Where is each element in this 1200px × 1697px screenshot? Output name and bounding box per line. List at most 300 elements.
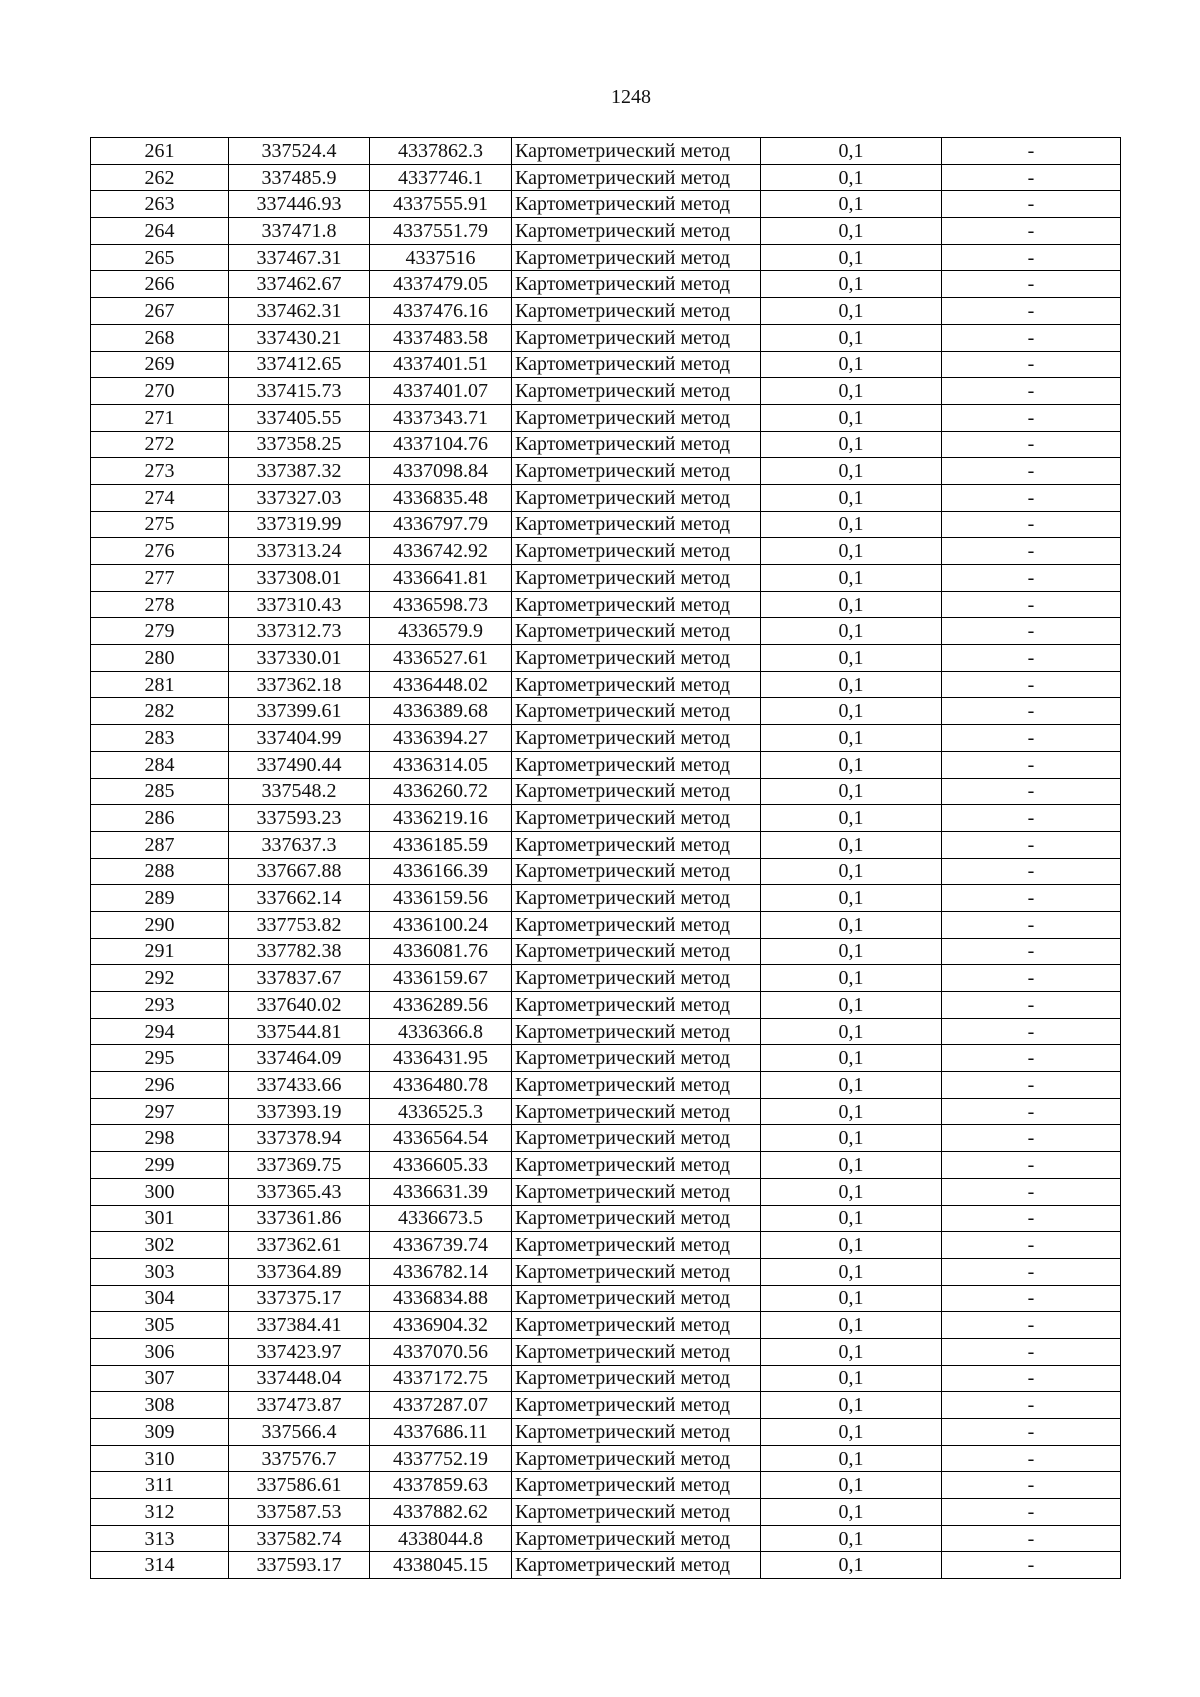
- y-coordinate-cell: 4336166.39: [370, 858, 512, 885]
- note-cell: -: [942, 885, 1121, 912]
- method-cell: Картометрический метод: [512, 698, 761, 725]
- method-cell: Картометрический метод: [512, 938, 761, 965]
- table-row: [91, 1445, 1121, 1472]
- method-cell: Картометрический метод: [512, 191, 761, 218]
- y-coordinate-cell: 4336366.8: [370, 1018, 512, 1045]
- note-cell: -: [942, 1285, 1121, 1312]
- table-row: [91, 378, 1121, 405]
- point-number-cell: 262: [91, 164, 229, 191]
- accuracy-cell: 0,1: [761, 244, 942, 271]
- method-cell: Картометрический метод: [512, 1152, 761, 1179]
- table-row: [91, 992, 1121, 1019]
- note-cell: -: [942, 805, 1121, 832]
- note-cell: -: [942, 1365, 1121, 1392]
- note-cell: -: [942, 1552, 1121, 1579]
- note-cell: -: [942, 298, 1121, 325]
- note-cell: -: [942, 591, 1121, 618]
- x-coordinate-cell: 337330.01: [229, 645, 370, 672]
- point-number-cell: 287: [91, 831, 229, 858]
- table-row: [91, 458, 1121, 485]
- y-coordinate-cell: 4336431.95: [370, 1045, 512, 1072]
- table-row: [91, 324, 1121, 351]
- note-cell: -: [942, 938, 1121, 965]
- table-row: [91, 885, 1121, 912]
- table-row: [91, 1072, 1121, 1099]
- note-cell: -: [942, 164, 1121, 191]
- note-cell: -: [942, 1499, 1121, 1526]
- x-coordinate-cell: 337582.74: [229, 1525, 370, 1552]
- method-cell: Картометрический метод: [512, 1178, 761, 1205]
- point-number-cell: 310: [91, 1445, 229, 1472]
- x-coordinate-cell: 337464.09: [229, 1045, 370, 1072]
- point-number-cell: 280: [91, 645, 229, 672]
- point-number-cell: 278: [91, 591, 229, 618]
- method-cell: Картометрический метод: [512, 618, 761, 645]
- point-number-cell: 294: [91, 1018, 229, 1045]
- accuracy-cell: 0,1: [761, 324, 942, 351]
- accuracy-cell: 0,1: [761, 992, 942, 1019]
- point-number-cell: 300: [91, 1178, 229, 1205]
- y-coordinate-cell: 4336598.73: [370, 591, 512, 618]
- y-coordinate-cell: 4338045.15: [370, 1552, 512, 1579]
- y-coordinate-cell: 4336742.92: [370, 538, 512, 565]
- y-coordinate-cell: 4336081.76: [370, 938, 512, 965]
- method-cell: Картометрический метод: [512, 1045, 761, 1072]
- y-coordinate-cell: 4336185.59: [370, 831, 512, 858]
- point-number-cell: 274: [91, 484, 229, 511]
- point-number-cell: 299: [91, 1152, 229, 1179]
- accuracy-cell: 0,1: [761, 645, 942, 672]
- y-coordinate-cell: 4337098.84: [370, 458, 512, 485]
- method-cell: Картометрический метод: [512, 805, 761, 832]
- table-row: [91, 618, 1121, 645]
- method-cell: Картометрический метод: [512, 351, 761, 378]
- note-cell: -: [942, 1392, 1121, 1419]
- y-coordinate-cell: 4336219.16: [370, 805, 512, 832]
- y-coordinate-cell: 4337343.71: [370, 404, 512, 431]
- x-coordinate-cell: 337412.65: [229, 351, 370, 378]
- x-coordinate-cell: 337327.03: [229, 484, 370, 511]
- point-number-cell: 275: [91, 511, 229, 538]
- point-number-cell: 302: [91, 1232, 229, 1259]
- table-row: [91, 298, 1121, 325]
- point-number-cell: 281: [91, 671, 229, 698]
- y-coordinate-cell: 4336289.56: [370, 992, 512, 1019]
- accuracy-cell: 0,1: [761, 1552, 942, 1579]
- table-row: [91, 1125, 1121, 1152]
- x-coordinate-cell: 337837.67: [229, 965, 370, 992]
- x-coordinate-cell: 337430.21: [229, 324, 370, 351]
- table-row: [91, 1258, 1121, 1285]
- x-coordinate-cell: 337310.43: [229, 591, 370, 618]
- y-coordinate-cell: 4336480.78: [370, 1072, 512, 1099]
- y-coordinate-cell: 4337862.3: [370, 138, 512, 165]
- note-cell: -: [942, 911, 1121, 938]
- point-number-cell: 261: [91, 138, 229, 165]
- accuracy-cell: 0,1: [761, 1392, 942, 1419]
- method-cell: Картометрический метод: [512, 1338, 761, 1365]
- point-number-cell: 290: [91, 911, 229, 938]
- table-row: [91, 1285, 1121, 1312]
- method-cell: Картометрический метод: [512, 298, 761, 325]
- x-coordinate-cell: 337667.88: [229, 858, 370, 885]
- table-row: [91, 138, 1121, 165]
- table-row: [91, 1178, 1121, 1205]
- note-cell: -: [942, 645, 1121, 672]
- x-coordinate-cell: 337524.4: [229, 138, 370, 165]
- point-number-cell: 279: [91, 618, 229, 645]
- note-cell: -: [942, 484, 1121, 511]
- accuracy-cell: 0,1: [761, 698, 942, 725]
- accuracy-cell: 0,1: [761, 751, 942, 778]
- accuracy-cell: 0,1: [761, 378, 942, 405]
- method-cell: Картометрический метод: [512, 1525, 761, 1552]
- x-coordinate-cell: 337308.01: [229, 565, 370, 592]
- note-cell: -: [942, 1125, 1121, 1152]
- note-cell: -: [942, 1445, 1121, 1472]
- accuracy-cell: 0,1: [761, 911, 942, 938]
- table-row: [91, 1365, 1121, 1392]
- x-coordinate-cell: 337566.4: [229, 1419, 370, 1446]
- y-coordinate-cell: 4337752.19: [370, 1445, 512, 1472]
- y-coordinate-cell: 4336260.72: [370, 778, 512, 805]
- note-cell: -: [942, 1472, 1121, 1499]
- accuracy-cell: 0,1: [761, 1445, 942, 1472]
- x-coordinate-cell: 337640.02: [229, 992, 370, 1019]
- x-coordinate-cell: 337485.9: [229, 164, 370, 191]
- y-coordinate-cell: 4336641.81: [370, 565, 512, 592]
- y-coordinate-cell: 4336159.56: [370, 885, 512, 912]
- y-coordinate-cell: 4337287.07: [370, 1392, 512, 1419]
- y-coordinate-cell: 4337686.11: [370, 1419, 512, 1446]
- note-cell: -: [942, 1312, 1121, 1339]
- x-coordinate-cell: 337378.94: [229, 1125, 370, 1152]
- method-cell: Картометрический метод: [512, 591, 761, 618]
- x-coordinate-cell: 337587.53: [229, 1499, 370, 1526]
- note-cell: -: [942, 511, 1121, 538]
- accuracy-cell: 0,1: [761, 778, 942, 805]
- y-coordinate-cell: 4337070.56: [370, 1338, 512, 1365]
- note-cell: -: [942, 538, 1121, 565]
- x-coordinate-cell: 337358.25: [229, 431, 370, 458]
- x-coordinate-cell: 337405.55: [229, 404, 370, 431]
- method-cell: Картометрический метод: [512, 1018, 761, 1045]
- note-cell: -: [942, 271, 1121, 298]
- method-cell: Картометрический метод: [512, 164, 761, 191]
- x-coordinate-cell: 337319.99: [229, 511, 370, 538]
- accuracy-cell: 0,1: [761, 458, 942, 485]
- note-cell: -: [942, 1018, 1121, 1045]
- x-coordinate-cell: 337312.73: [229, 618, 370, 645]
- method-cell: Картометрический метод: [512, 1072, 761, 1099]
- page-number: 1248: [611, 86, 651, 108]
- x-coordinate-cell: 337471.8: [229, 218, 370, 245]
- y-coordinate-cell: 4337746.1: [370, 164, 512, 191]
- point-number-cell: 309: [91, 1419, 229, 1446]
- point-number-cell: 284: [91, 751, 229, 778]
- table-row: [91, 591, 1121, 618]
- y-coordinate-cell: 4336782.14: [370, 1258, 512, 1285]
- point-number-cell: 286: [91, 805, 229, 832]
- accuracy-cell: 0,1: [761, 1125, 942, 1152]
- point-number-cell: 264: [91, 218, 229, 245]
- y-coordinate-cell: 4336100.24: [370, 911, 512, 938]
- method-cell: Картометрический метод: [512, 431, 761, 458]
- table-row: [91, 805, 1121, 832]
- note-cell: -: [942, 1338, 1121, 1365]
- accuracy-cell: 0,1: [761, 1338, 942, 1365]
- point-number-cell: 296: [91, 1072, 229, 1099]
- table-row: [91, 778, 1121, 805]
- table-row: [91, 911, 1121, 938]
- point-number-cell: 267: [91, 298, 229, 325]
- method-cell: Картометрический метод: [512, 965, 761, 992]
- y-coordinate-cell: 4336605.33: [370, 1152, 512, 1179]
- note-cell: -: [942, 1098, 1121, 1125]
- table-row: [91, 1098, 1121, 1125]
- method-cell: Картометрический метод: [512, 1258, 761, 1285]
- y-coordinate-cell: 4337551.79: [370, 218, 512, 245]
- y-coordinate-cell: 4337882.62: [370, 1499, 512, 1526]
- table-row: [91, 1205, 1121, 1232]
- note-cell: -: [942, 1178, 1121, 1205]
- table-row: [91, 431, 1121, 458]
- x-coordinate-cell: 337415.73: [229, 378, 370, 405]
- accuracy-cell: 0,1: [761, 671, 942, 698]
- point-number-cell: 266: [91, 271, 229, 298]
- accuracy-cell: 0,1: [761, 885, 942, 912]
- x-coordinate-cell: 337361.86: [229, 1205, 370, 1232]
- note-cell: -: [942, 831, 1121, 858]
- accuracy-cell: 0,1: [761, 511, 942, 538]
- y-coordinate-cell: 4337172.75: [370, 1365, 512, 1392]
- y-coordinate-cell: 4338044.8: [370, 1525, 512, 1552]
- method-cell: Картометрический метод: [512, 565, 761, 592]
- accuracy-cell: 0,1: [761, 858, 942, 885]
- note-cell: -: [942, 458, 1121, 485]
- x-coordinate-cell: 337548.2: [229, 778, 370, 805]
- accuracy-cell: 0,1: [761, 1178, 942, 1205]
- point-number-cell: 298: [91, 1125, 229, 1152]
- accuracy-cell: 0,1: [761, 1525, 942, 1552]
- accuracy-cell: 0,1: [761, 191, 942, 218]
- method-cell: Картометрический метод: [512, 751, 761, 778]
- x-coordinate-cell: 337753.82: [229, 911, 370, 938]
- note-cell: -: [942, 1152, 1121, 1179]
- point-number-cell: 292: [91, 965, 229, 992]
- accuracy-cell: 0,1: [761, 1205, 942, 1232]
- accuracy-cell: 0,1: [761, 1258, 942, 1285]
- table-row: [91, 404, 1121, 431]
- table-row: [91, 858, 1121, 885]
- y-coordinate-cell: 4337555.91: [370, 191, 512, 218]
- point-number-cell: 305: [91, 1312, 229, 1339]
- x-coordinate-cell: 337369.75: [229, 1152, 370, 1179]
- note-cell: -: [942, 138, 1121, 165]
- accuracy-cell: 0,1: [761, 271, 942, 298]
- accuracy-cell: 0,1: [761, 1285, 942, 1312]
- method-cell: Картометрический метод: [512, 911, 761, 938]
- accuracy-cell: 0,1: [761, 938, 942, 965]
- x-coordinate-cell: 337490.44: [229, 751, 370, 778]
- x-coordinate-cell: 337576.7: [229, 1445, 370, 1472]
- method-cell: Картометрический метод: [512, 218, 761, 245]
- accuracy-cell: 0,1: [761, 484, 942, 511]
- note-cell: -: [942, 404, 1121, 431]
- note-cell: -: [942, 1419, 1121, 1446]
- point-number-cell: 269: [91, 351, 229, 378]
- method-cell: Картометрический метод: [512, 1125, 761, 1152]
- table-row: [91, 698, 1121, 725]
- point-number-cell: 313: [91, 1525, 229, 1552]
- accuracy-cell: 0,1: [761, 1365, 942, 1392]
- accuracy-cell: 0,1: [761, 138, 942, 165]
- table-row: [91, 938, 1121, 965]
- method-cell: Картометрический метод: [512, 1205, 761, 1232]
- y-coordinate-cell: 4337516: [370, 244, 512, 271]
- point-number-cell: 272: [91, 431, 229, 458]
- y-coordinate-cell: 4336835.48: [370, 484, 512, 511]
- y-coordinate-cell: 4336564.54: [370, 1125, 512, 1152]
- point-number-cell: 277: [91, 565, 229, 592]
- y-coordinate-cell: 4336579.9: [370, 618, 512, 645]
- accuracy-cell: 0,1: [761, 1072, 942, 1099]
- note-cell: -: [942, 378, 1121, 405]
- note-cell: -: [942, 324, 1121, 351]
- x-coordinate-cell: 337362.61: [229, 1232, 370, 1259]
- method-cell: Картометрический метод: [512, 671, 761, 698]
- accuracy-cell: 0,1: [761, 618, 942, 645]
- accuracy-cell: 0,1: [761, 1232, 942, 1259]
- method-cell: Картометрический метод: [512, 1285, 761, 1312]
- x-coordinate-cell: 337462.67: [229, 271, 370, 298]
- x-coordinate-cell: 337467.31: [229, 244, 370, 271]
- note-cell: -: [942, 1258, 1121, 1285]
- x-coordinate-cell: 337637.3: [229, 831, 370, 858]
- accuracy-cell: 0,1: [761, 591, 942, 618]
- table-row: [91, 164, 1121, 191]
- point-number-cell: 268: [91, 324, 229, 351]
- y-coordinate-cell: 4337479.05: [370, 271, 512, 298]
- table-row: [91, 965, 1121, 992]
- point-number-cell: 263: [91, 191, 229, 218]
- table-row: [91, 484, 1121, 511]
- method-cell: Картометрический метод: [512, 1232, 761, 1259]
- x-coordinate-cell: 337423.97: [229, 1338, 370, 1365]
- table-row: [91, 1392, 1121, 1419]
- y-coordinate-cell: 4337476.16: [370, 298, 512, 325]
- y-coordinate-cell: 4337483.58: [370, 324, 512, 351]
- note-cell: -: [942, 1232, 1121, 1259]
- accuracy-cell: 0,1: [761, 404, 942, 431]
- x-coordinate-cell: 337662.14: [229, 885, 370, 912]
- x-coordinate-cell: 337375.17: [229, 1285, 370, 1312]
- accuracy-cell: 0,1: [761, 1419, 942, 1446]
- x-coordinate-cell: 337387.32: [229, 458, 370, 485]
- accuracy-cell: 0,1: [761, 1152, 942, 1179]
- y-coordinate-cell: 4336159.67: [370, 965, 512, 992]
- point-number-cell: 293: [91, 992, 229, 1019]
- method-cell: Картометрический метод: [512, 645, 761, 672]
- x-coordinate-cell: 337544.81: [229, 1018, 370, 1045]
- method-cell: Картометрический метод: [512, 1552, 761, 1579]
- x-coordinate-cell: 337384.41: [229, 1312, 370, 1339]
- accuracy-cell: 0,1: [761, 1098, 942, 1125]
- method-cell: Картометрический метод: [512, 378, 761, 405]
- table-row: [91, 831, 1121, 858]
- y-coordinate-cell: 4336739.74: [370, 1232, 512, 1259]
- note-cell: -: [942, 431, 1121, 458]
- method-cell: Картометрический метод: [512, 1098, 761, 1125]
- note-cell: -: [942, 218, 1121, 245]
- accuracy-cell: 0,1: [761, 431, 942, 458]
- table-row: [91, 244, 1121, 271]
- accuracy-cell: 0,1: [761, 965, 942, 992]
- point-number-cell: 311: [91, 1472, 229, 1499]
- accuracy-cell: 0,1: [761, 1499, 942, 1526]
- note-cell: -: [942, 671, 1121, 698]
- table-row: [91, 725, 1121, 752]
- method-cell: Картометрический метод: [512, 138, 761, 165]
- point-number-cell: 303: [91, 1258, 229, 1285]
- method-cell: Картометрический метод: [512, 1472, 761, 1499]
- note-cell: -: [942, 618, 1121, 645]
- method-cell: Картометрический метод: [512, 404, 761, 431]
- x-coordinate-cell: 337593.17: [229, 1552, 370, 1579]
- point-number-cell: 297: [91, 1098, 229, 1125]
- note-cell: -: [942, 1072, 1121, 1099]
- note-cell: -: [942, 1205, 1121, 1232]
- method-cell: Картометрический метод: [512, 831, 761, 858]
- point-number-cell: 314: [91, 1552, 229, 1579]
- point-number-cell: 306: [91, 1338, 229, 1365]
- y-coordinate-cell: 4336797.79: [370, 511, 512, 538]
- table-row: [91, 351, 1121, 378]
- point-number-cell: 288: [91, 858, 229, 885]
- point-number-cell: 308: [91, 1392, 229, 1419]
- table-row: [91, 671, 1121, 698]
- x-coordinate-cell: 337393.19: [229, 1098, 370, 1125]
- coordinates-table-body: [91, 138, 1121, 1579]
- x-coordinate-cell: 337404.99: [229, 725, 370, 752]
- table-row: [91, 1232, 1121, 1259]
- table-row: [91, 1472, 1121, 1499]
- x-coordinate-cell: 337365.43: [229, 1178, 370, 1205]
- table-row: [91, 645, 1121, 672]
- y-coordinate-cell: 4336904.32: [370, 1312, 512, 1339]
- x-coordinate-cell: 337433.66: [229, 1072, 370, 1099]
- method-cell: Картометрический метод: [512, 1392, 761, 1419]
- method-cell: Картометрический метод: [512, 725, 761, 752]
- point-number-cell: 283: [91, 725, 229, 752]
- accuracy-cell: 0,1: [761, 725, 942, 752]
- table-row: [91, 1552, 1121, 1579]
- accuracy-cell: 0,1: [761, 538, 942, 565]
- table-row: [91, 1499, 1121, 1526]
- table-row: [91, 538, 1121, 565]
- y-coordinate-cell: 4336314.05: [370, 751, 512, 778]
- accuracy-cell: 0,1: [761, 1018, 942, 1045]
- table-row: [91, 1338, 1121, 1365]
- accuracy-cell: 0,1: [761, 351, 942, 378]
- accuracy-cell: 0,1: [761, 1312, 942, 1339]
- table-row: [91, 751, 1121, 778]
- method-cell: Картометрический метод: [512, 778, 761, 805]
- method-cell: Картометрический метод: [512, 244, 761, 271]
- note-cell: -: [942, 778, 1121, 805]
- x-coordinate-cell: 337586.61: [229, 1472, 370, 1499]
- note-cell: -: [942, 244, 1121, 271]
